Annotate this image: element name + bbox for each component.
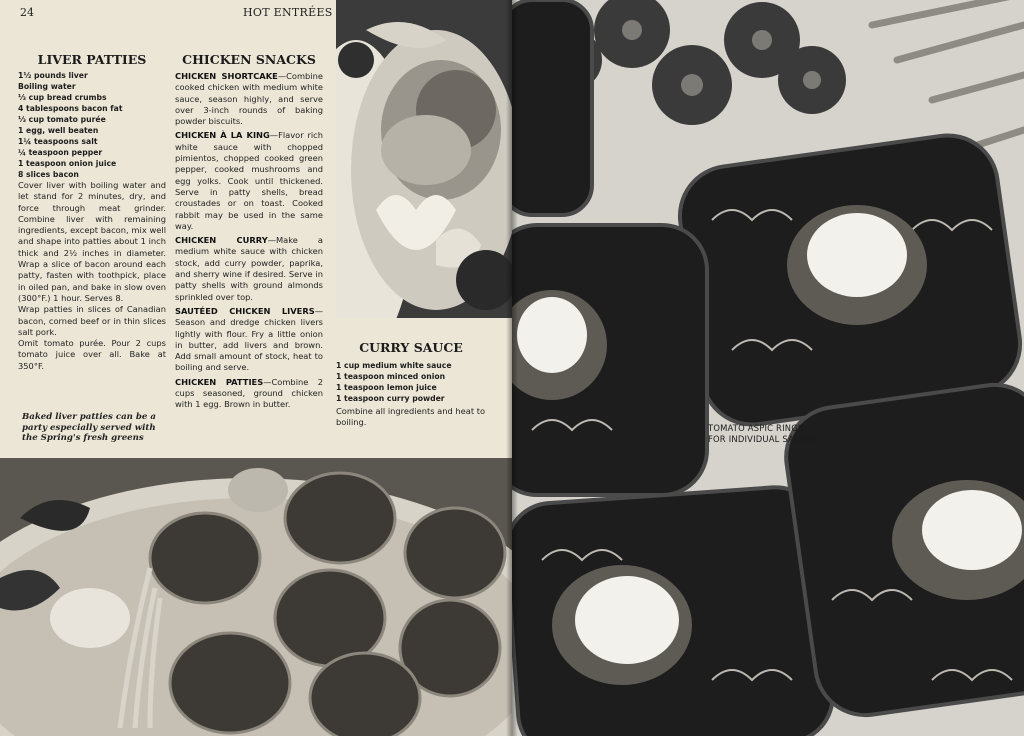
snack-text: —Combine cooked chicken with medium white sauce, season highly, and serve over 3-inch rounds of baking powder biscuits.: [175, 71, 323, 127]
snack-item: [175, 130, 323, 232]
right-page: [512, 0, 1024, 736]
caption-line: TOMATO ASPIC RINGS: [708, 423, 804, 433]
liver-patties-recipe: [18, 52, 166, 372]
snack-item: [175, 235, 323, 303]
right-page-caption: [708, 423, 838, 445]
ingredient: 8 slices bacon: [18, 170, 79, 179]
snack-item: [175, 306, 323, 374]
snack-text: —Combine 2 cups seasoned, ground chicken with 1 egg. Brown in butter.: [175, 376, 323, 410]
running-head: HOT ENTRÉES: [243, 6, 333, 19]
snack-name: CHICKEN PATTIES: [175, 376, 264, 387]
ingredient: 4 tablespoons bacon fat: [18, 104, 123, 113]
snack-text: —Make a medium white sauce with chicken stock, add curry powder, paprika, and sherry wine if desired. Serve in patty shells with ground almonds sprinkled over top.: [175, 235, 324, 302]
snack-item: [175, 377, 323, 411]
ingredient: ⅓ cup tomato purée: [18, 115, 106, 124]
ingredient: 1 cup medium white sauce: [336, 361, 452, 370]
snack-name: CHICKEN SHORTCAKE: [175, 71, 278, 81]
chicken-snacks-recipes: [175, 52, 323, 411]
photo-caption: Baked liver patties can be a party especially served with the Spring's fresh greens: [22, 412, 156, 443]
directions-paragraph: Cover liver with boiling water and let stand for 2 minutes, dry, and force through meat grinder. Combine liver with remaining ingredients, except bacon, mix well and shape into patties about 1 inch thick and 2½ inches in diameter. Wrap a slice of bacon around each patty, fasten with toothpick, place in oiled pan, and bake in slow oven (300°F.) 1 hour. Serves 8.: [18, 180, 166, 303]
variation-paragraph: Wrap patties in slices of Canadian bacon, corned beef or in thin slices salt pork.: [18, 304, 166, 337]
snack-name: CHICKEN CURRY: [175, 235, 268, 246]
chicken-dish-illustration: [336, 0, 512, 318]
variation-paragraph: Omit tomato purée. Pour 2 cups tomato juice over all. Bake at 350°F.: [18, 338, 166, 371]
ingredient: ¼ teaspoon pepper: [18, 148, 103, 157]
snack-text: —Season and dredge chicken livers lightly with flour. Fry a little onion in butter, add livers and brown. Add small amount of stock, heat to boiling and serve.: [175, 305, 323, 373]
snack-name: CHICKEN À LA KING: [175, 130, 270, 141]
liver-patties-photo: [0, 458, 512, 736]
curry-sauce-recipe: [336, 340, 486, 429]
chicken-dish-photo: [336, 0, 512, 318]
ingredient: Boiling water: [18, 82, 76, 91]
ingredient: 1 teaspoon onion juice: [18, 159, 117, 168]
snack-item: [175, 71, 323, 127]
ingredient: 1 egg, well beaten: [18, 126, 99, 135]
liver-patties-illustration: [0, 458, 512, 736]
tomato-aspic-illustration: [512, 0, 1024, 736]
recipe-title: CURRY SAUCE: [359, 340, 463, 355]
book-gutter: [506, 0, 518, 736]
page-number: 24: [20, 6, 34, 19]
recipe-title: CHICKEN SNACKS: [182, 52, 316, 67]
directions-paragraph: Combine all ingredients and heat to boiling.: [336, 406, 486, 428]
ingredient: 1 teaspoon lemon juice: [336, 383, 437, 392]
ingredient: 1¼ teaspoons salt: [18, 137, 98, 146]
ingredient: ⅓ cup bread crumbs: [18, 93, 107, 102]
ingredient: 1 teaspoon curry powder: [336, 394, 445, 403]
caption-line: FOR INDIVIDUAL SALADS: [708, 434, 818, 444]
tomato-aspic-photo: [512, 0, 1024, 736]
recipe-title: LIVER PATTIES: [37, 52, 147, 67]
snack-name: SAUTÉED CHICKEN LIVERS: [175, 305, 315, 316]
ingredient: 1½ pounds liver: [18, 71, 88, 80]
ingredient: 1 teaspoon minced onion: [336, 372, 446, 381]
snack-text: —Flavor rich white sauce with chopped pimientos, chopped cooked green pepper, cooked mushrooms and egg yolks. Cook until thickened. Serve in patty shells, bread croustades or on toast. Cooked rabbit may be used in the same way.: [175, 130, 323, 231]
